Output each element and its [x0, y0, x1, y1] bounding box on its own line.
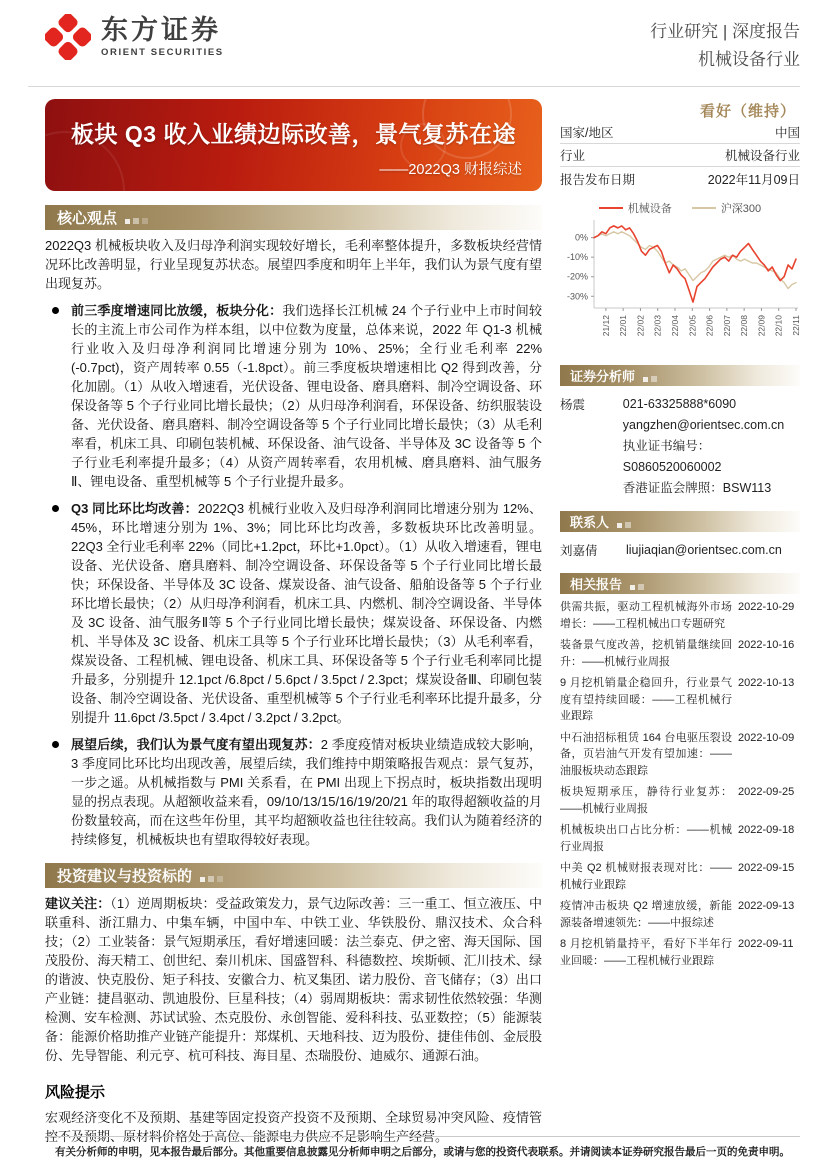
industry-rating-bar [560, 99, 800, 121]
svg-text:22/01: 22/01 [618, 315, 629, 337]
page-footer-disclaimer: 有关分析师的申明，见本报告最后部分。其他重要信息披露见分析师申明之后部分，或请与您的投资代表联系。并请阅读本证券研究报告最后一页的免责申明。 [45, 1136, 800, 1159]
report-title: 装备景气度改善，挖机销量继续回升：——机械行业周报 [560, 639, 732, 668]
info-label: 行业 [560, 149, 586, 164]
bullet-lead: Q3 同比环比均改善： [71, 501, 198, 517]
section-title: 相关报告 [570, 577, 623, 593]
bullet-item [45, 499, 542, 727]
detail-line: liujiaqian@orientsec.com.cn [626, 543, 782, 558]
report-title: 板块短期承压，静待行业复苏：——机械行业周报 [560, 786, 732, 815]
report-date: 2022-09-18 [738, 824, 795, 837]
page-content [0, 87, 827, 1146]
contact-row [560, 540, 800, 561]
bullet-text: 2022Q3 机械行业收入及归母净利润同比增速分别为 12%、45%，环比增速分别为 1%、3%；同比环比均改善，多数板块环比改善明显。22Q3 全行业毛利率 22%（同比+1.2pct，环比+1.0pct）。（1）从收入增速看，锂电设备、光伏设备、磨具磨料、制冷空调设备、环保设备等 5 个子行业同比增长最快；环保设备、半导体及 3C 设备、煤炭设备、油气设备、船舶设备等 5 个子行业环比增长最快；（2）从归母净利润看，机床工具、内燃机、制冷空调设备、半导体及 3C 设备、油气服务Ⅱ等 5 个子行业同比增长最快；煤炭设备、环保设备、内燃机、半导体及 3C 设备、机床工具等 5 个子行业环比增长最快；（3）从毛利率看，煤炭设备、工程机械、锂电设备、机床工具、环保设备等 5 个子行业毛利率同比提升最多，分别提升 12.1pct /6.8pct / 5.6pct / 3.5pct / 2.3pct；煤炭设备Ⅲ、印刷包装设备、制冷空调设备、光伏设备、重型机械等 5 个子行业毛利率环比提升最多，分别提升 11.6pct /3.5pct / 3.4pct / 3.2pct / 3.2pct。 [71, 501, 542, 726]
section-title: 证券分析师 [570, 369, 636, 385]
report-item [560, 784, 800, 817]
report-title: 8 月挖机销量持平，看好下半年行业回暖：——工程机械行业跟踪 [560, 938, 732, 967]
orient-logo-icon [45, 14, 91, 60]
info-label: 报告发布日期 [560, 172, 636, 187]
investment-text: （1）逆周期板块：受益政策发力，景气边际改善：三一重工、恒立液压、中联重科、浙江鼎力、中集车辆，中国中车、中铁工业、华铁股份、鼎汉技术、众合科技；（2）工业装备：景气短期承压，看好增速回暖：法兰泰克、伊之密、海天国际、国茂股份、海天精工、创世纪、秦川机床、国盛智科、科德数控、埃斯顿、汇川技术、绿的谐波、快克股份、矩子科技、安徽合力、杭叉集团、诺力股份、音飞储存；（3）出口产业链：捷昌驱动、凯迪股份、巨星科技；（4）弱周期板块：需求韧性依然较强：华测检测、安车检测、苏试试验、杰克股份、永创智能、爱科科技、弘亚数控；（5）能源装备：能源价格助推产业链产能提升：郑煤机、天地科技、迈为股份、捷佳伟创、金辰股份、先导智能、利元亨、杭可科技、海目星、杰瑞股份、迪威尔、通源石油。 [45, 896, 542, 1064]
doc-type-label: 行业研究 | 深度报告 [650, 22, 800, 41]
report-item [560, 860, 800, 893]
performance-chart [560, 216, 800, 348]
bullet-item [45, 301, 542, 491]
section-header-decoration [125, 218, 148, 224]
section-title: 投资建议与投资标的 [57, 868, 193, 886]
report-item [560, 675, 800, 725]
report-title: 板块 Q3 收入业绩边际改善，景气复苏在途 [71, 121, 516, 148]
detail-line: yangzhen@orientsec.com.cn [622, 418, 785, 433]
legend-swatch [692, 207, 716, 209]
info-row-publish-date [560, 167, 800, 190]
report-title: 中石油招标租赁 164 台电驱压裂设备，页岩油气开发有望加速：——油服板块动态跟踪 [560, 731, 732, 777]
svg-text:22/07: 22/07 [721, 315, 732, 337]
analyst-section-header [560, 365, 800, 386]
report-date: 2022-09-11 [738, 938, 794, 951]
section-title: 核心观点 [57, 210, 118, 228]
detail-line: 香港证监会牌照：BSW113 [622, 481, 772, 496]
legend-label: 机械设备 [627, 203, 672, 216]
legend-item [599, 200, 672, 216]
brand-name-cn: 东方证券 [101, 14, 221, 45]
detail-line: 021-63325888*6090 [622, 397, 737, 412]
section-header-decoration [200, 876, 223, 882]
report-item [560, 898, 800, 931]
svg-text:21/12: 21/12 [600, 315, 611, 337]
report-subtitle: ——2022Q3 财报综述 [379, 162, 522, 179]
industry-label: 机械设备行业 [698, 50, 800, 70]
legend-item [692, 200, 761, 216]
rating-label-wrap [560, 101, 643, 120]
investment-paragraph [45, 894, 542, 1065]
detail-line: 执业证书编号：S0860520060002 [622, 439, 722, 475]
core-views-intro: 2022Q3 机械板块收入及归母净利润实现较好增长，毛利率整体提升，多数板块经营情况环比改善明显，行业呈现复苏状态。展望四季度和明年上半年，我们认为景气度有望出现复苏。 [45, 238, 542, 292]
svg-text:22/05: 22/05 [687, 315, 698, 337]
analyst-details [623, 394, 800, 499]
header-report-type [650, 14, 800, 74]
bullet-lead: 前三季度增速同比放缓，板块分化： [71, 303, 283, 319]
svg-text:22/04: 22/04 [670, 315, 681, 337]
legend-label: 沪深300 [720, 203, 762, 216]
report-title: 9 月挖机销量企稳回升，行业景气度有望持续回暖：——工程机械行业跟踪 [560, 677, 732, 723]
section-header-decoration [630, 584, 644, 590]
info-row-industry [560, 144, 800, 167]
section-header-decoration [643, 376, 657, 382]
svg-text:22/08: 22/08 [739, 315, 750, 337]
report-date: 2022-10-09 [738, 731, 795, 744]
report-title: 疫情冲击板块 Q2 增速放缓，新能源装备增速领先：——中报综述 [560, 900, 732, 929]
related-reports-section [560, 573, 800, 969]
report-item [560, 637, 800, 670]
report-date: 2022-09-25 [738, 786, 795, 799]
report-date: 2022-10-29 [738, 601, 795, 614]
report-item [560, 599, 800, 632]
analyst-name: 杨震 [560, 398, 586, 413]
main-column [45, 99, 542, 1146]
section-investment-header [45, 863, 542, 888]
bullet-lead: 展望后续，我们认为景气度有望出现复苏： [71, 737, 321, 753]
svg-text:22/09: 22/09 [756, 315, 767, 337]
svg-text:0%: 0% [574, 232, 588, 243]
contact-section [560, 511, 800, 561]
related-reports-header [560, 573, 800, 594]
sidebar [560, 99, 800, 1146]
svg-text:-10%: -10% [566, 252, 588, 263]
svg-text:22/10: 22/10 [773, 315, 784, 337]
page-header [0, 0, 827, 74]
svg-text:22/02: 22/02 [635, 315, 646, 337]
bullet-text: 我们选择长江机械 24 个子行业中上市时间较长的主流上市公司作为样本组，以中位数为度量，总体来说，2022 年 Q1-3 机械行业收入及归母净利润同比增速分别为 10%、25%；全行业毛利率 22%(-0.7pct)，资产周转率 0.55（-1.8pct）。前三季度板块增速相比 Q2 得到改善，分化加剧。（1）从收入增速看，光伏设备、锂电设备、磨具磨料、制冷空调设备、环保设备等 5 个子行业同比增长最快；（2）从归母净利润看，环保设备、纺织服装设备、光伏设备、磨具磨料、制冷空调设备等 5 个子行业同比增长最快；（3）从毛利率看，机床工具、印刷包装机械、环保设备、油气设备、半导体及 3C 设备等 5 个子行业毛利率提升最多；（4）从资产周转率看，农用机械、磨具磨料、油气服务Ⅱ、锂电设备、重型机械等 5 个子行业提升最多。 [71, 303, 542, 490]
title-banner [45, 99, 542, 191]
report-title: 机械板块出口占比分析：——机械行业周报 [560, 824, 732, 853]
info-label: 国家/地区 [560, 126, 614, 141]
info-value: 中国 [774, 126, 800, 141]
report-item [560, 730, 800, 780]
report-title: 中美 Q2 机械财报表现对比：——机械行业跟踪 [560, 862, 732, 891]
bullet-item [45, 735, 542, 849]
contact-details [626, 540, 782, 561]
analyst-row [560, 394, 800, 499]
risk-text: 宏观经济变化不及预期、基建等固定投资产投资不及预期、全球贸易冲突风险、疫情管控不及预期、原材料价格处于高位、能源电力供应不足影响生产经营。 [45, 1110, 542, 1145]
report-item [560, 936, 800, 969]
svg-text:-30%: -30% [566, 291, 588, 302]
rating-value: 看好（维持） [699, 102, 796, 120]
info-value: 机械设备行业 [724, 149, 800, 164]
brand-text [101, 16, 224, 59]
core-views-bullets [45, 301, 542, 849]
svg-text:22/06: 22/06 [704, 315, 715, 337]
report-date: 2022-10-16 [738, 639, 795, 652]
report-item [560, 822, 800, 855]
info-row-country [560, 121, 800, 144]
legend-swatch [599, 207, 623, 209]
svg-text:22/03: 22/03 [652, 315, 663, 337]
contact-section-header [560, 511, 800, 532]
investment-lead: 建议关注： [45, 896, 111, 912]
info-value: 2022年11月09日 [707, 172, 800, 187]
orient-securities-logo [45, 14, 224, 60]
svg-text:22/11: 22/11 [791, 315, 800, 336]
rating-label: 行业评级 [570, 103, 623, 119]
report-title: 供需共振，驱动工程机械海外市场增长：——工程机械出口专题研究 [560, 601, 732, 630]
svg-text:-20%: -20% [566, 271, 588, 282]
report-date: 2022-09-13 [738, 900, 795, 913]
report-date: 2022-10-13 [738, 677, 795, 690]
section-header-decoration [617, 522, 631, 528]
section-core-views-header [45, 205, 542, 230]
related-reports-list [560, 599, 800, 969]
rating-decoration [630, 111, 643, 116]
risk-section-title: 风险提示 [45, 1084, 106, 1102]
chart-legend [560, 200, 800, 216]
brand-name-en: ORIENT SECURITIES [101, 47, 224, 59]
bullet-text: 2 季度疫情对板块业绩造成较大影响，3 季度同比环比均出现改善，展望后续，我们维持中期策略报告观点：景气复苏，一步之遥。从机械指数与 PMI 关系看，在 PMI 出现上下拐点时，板块指数出现明显的拐点表现。从超额收益来看，09/10/13/15/16/19/20/21 年的取得超额收益的月份数量较高，而在这些年份里，其平均超额收益也往往较高。我们认为随着经济的持续修复，机械板块也有望取得较好表现。 [71, 737, 542, 848]
analyst-section [560, 365, 800, 499]
section-title: 联系人 [570, 515, 610, 531]
contact-name: 刘嘉倩 [560, 544, 598, 559]
report-date: 2022-09-15 [738, 862, 795, 875]
